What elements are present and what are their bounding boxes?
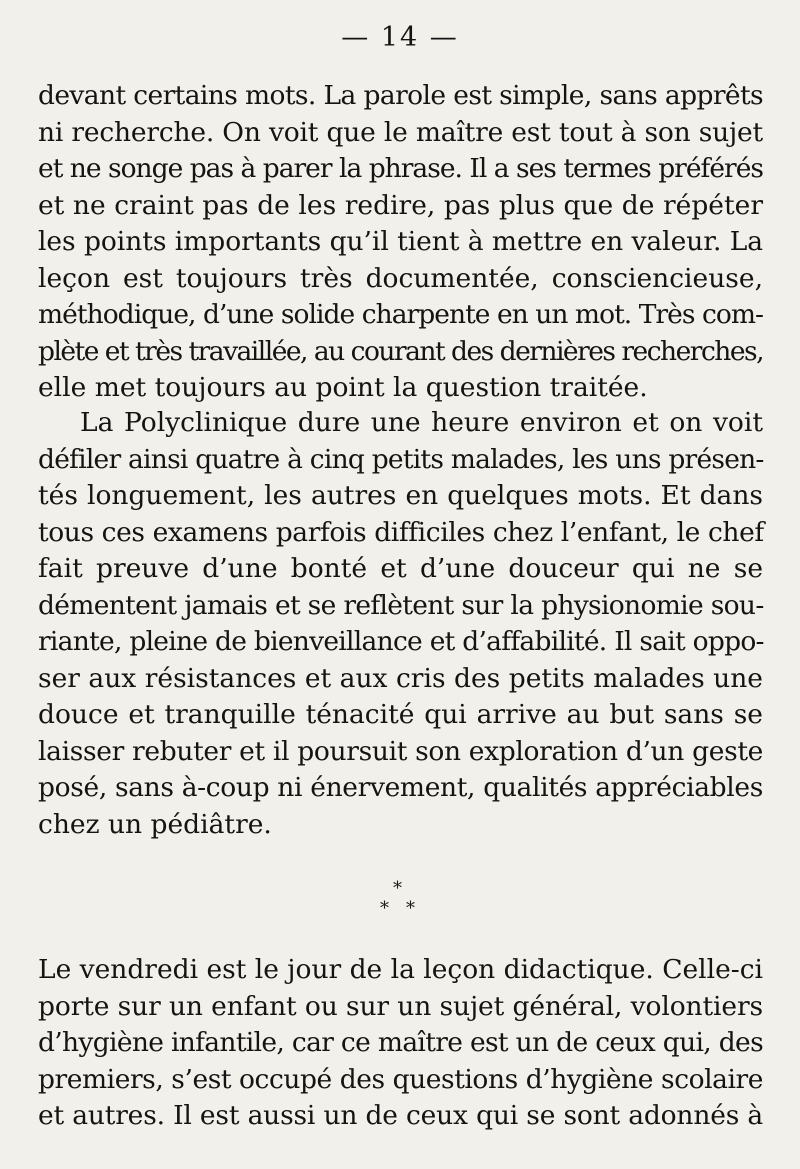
text-line: et ne craint pas de les redire, pas plus que de répéter bbox=[38, 189, 763, 221]
text-line: tous ces examens parfois difficiles chez l’enfant, le chef bbox=[38, 516, 764, 548]
text-line: et ne songe pas à parer la phrase. Il a ses termes préférés bbox=[38, 153, 763, 184]
paragraph-1 bbox=[38, 78, 763, 407]
page-number: — 14 — bbox=[341, 22, 459, 53]
text-line: riante, pleine de bienveillance et d’affabilité. Il sait oppo- bbox=[38, 626, 764, 657]
text-line: devant certains mots. La parole est simple, sans apprêts bbox=[38, 80, 763, 111]
text-line: défiler ainsi quatre à cinq petits malades, les uns présen- bbox=[38, 443, 764, 475]
asterisk: * bbox=[406, 898, 415, 919]
text-line: laisser rebuter et il poursuit son exploration d’un geste bbox=[38, 735, 763, 767]
text-line: ni recherche. On voit que le maître est tout à son sujet bbox=[38, 116, 763, 148]
text-line: démentent jamais et se reflètent sur la physionomie sou- bbox=[38, 589, 764, 621]
text-line: et autres. Il est aussi un de ceux qui se sont adonnés à bbox=[38, 1100, 763, 1131]
asterism-separator bbox=[370, 880, 430, 925]
text-line: Le vendredi est le jour de la leçon didactique. Celle-ci bbox=[38, 954, 763, 985]
paragraph-2 bbox=[38, 405, 763, 843]
text-line: La Polyclinique dure une heure environ et on voit bbox=[80, 407, 763, 438]
text-line: chez un pédiâtre. bbox=[38, 808, 272, 840]
text-line: porte sur un enfant ou sur un sujet général, volontiers bbox=[38, 990, 764, 1022]
text-line: douce et tranquille ténacité qui arrive au but sans se bbox=[38, 699, 763, 730]
text-line: d’hygiène infantile, car ce maître est un de ceux qui, des bbox=[38, 1027, 763, 1058]
asterisk: * bbox=[380, 898, 389, 919]
paragraph-3 bbox=[38, 952, 763, 1135]
text-line: méthodique, d’une solide charpente en un mot. Très com- bbox=[38, 299, 763, 330]
text-line: les points importants qu’il tient à mettre en valeur. La bbox=[38, 226, 763, 257]
text-line: elle met toujours au point la question traitée. bbox=[38, 372, 648, 403]
text-line: premiers, s’est occupé des questions d’hygiène scolaire bbox=[38, 1063, 763, 1095]
text-line: tés longuement, les autres en quelques mots. Et dans bbox=[38, 480, 763, 511]
text-line: plète et très travaillée, au courant des dernières recherches, bbox=[38, 335, 763, 367]
text-line: posé, sans à-coup ni énervement, qualités appréciables bbox=[38, 772, 763, 803]
text-line: leçon est toujours très documentée, consciencieuse, bbox=[38, 262, 763, 294]
text-line: ser aux résistances et aux cris des petits malades une bbox=[38, 662, 763, 694]
asterisk: * bbox=[393, 878, 402, 899]
text-line: fait preuve d’une bonté et d’une douceur qui ne se bbox=[38, 553, 763, 584]
